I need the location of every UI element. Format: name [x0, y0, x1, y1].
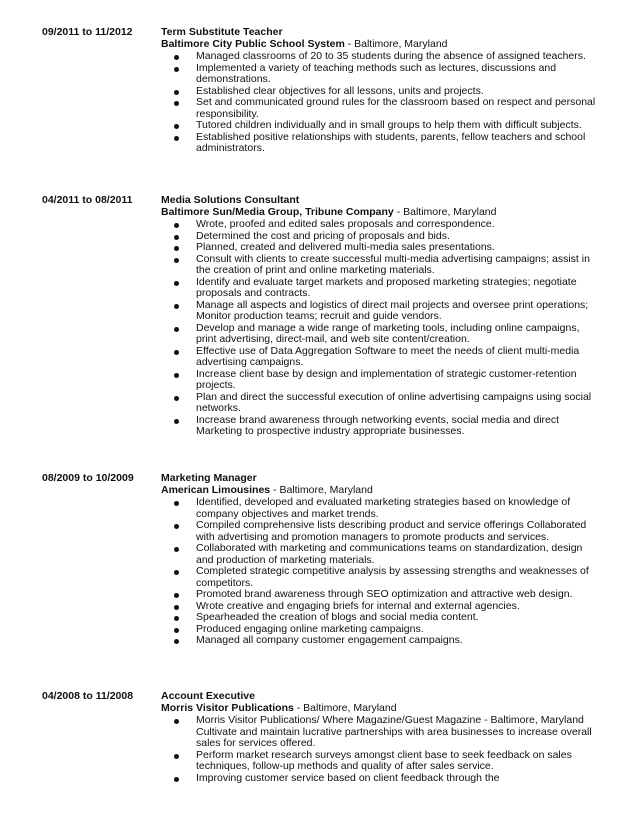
- bullet-icon: [174, 593, 179, 598]
- list-item: [0, 63, 596, 86]
- duties-list: [0, 497, 638, 647]
- employer-name: Baltimore City Public School System: [161, 38, 345, 50]
- duty-text: Established positive relationships with students, parents, fellow teachers and school administrators.: [196, 130, 586, 154]
- bullet-icon: [174, 754, 179, 759]
- bullet-icon: [174, 327, 179, 332]
- duty-text: Improving customer service based on client feedback through the: [196, 771, 500, 784]
- job-title: Term Substitute Teacher: [161, 26, 283, 38]
- duties-list: [0, 51, 638, 155]
- duty-text: Increase brand awareness through networking events, social media and direct Marketing to prospective industry appropriate businesses.: [196, 413, 560, 437]
- employer-line: [161, 206, 496, 218]
- bullet-icon: [174, 628, 179, 633]
- employer-name: American Limousines: [161, 484, 271, 496]
- bullet-icon: [174, 246, 179, 251]
- bullet-icon: [174, 235, 179, 240]
- duty-text: Compiled comprehensive lists describing product and service offerings Collaborated with advertising and promotion managers to promote products and services.: [196, 519, 587, 543]
- bullet-icon: [174, 223, 179, 228]
- duty-text: Plan and direct the successful execution of online advertising campaigns using social networks.: [196, 390, 592, 414]
- employer-line: [161, 484, 373, 496]
- job-title: Media Solutions Consultant: [161, 194, 300, 206]
- bullet-icon: [174, 281, 179, 286]
- list-item: [0, 254, 596, 277]
- list-item: [0, 369, 596, 392]
- employer-line: [161, 702, 397, 714]
- bullet-icon: [174, 605, 179, 610]
- duty-text: Implemented a variety of teaching methods such as lectures, discussions and demonstrations.: [196, 61, 557, 85]
- bullet-icon: [174, 501, 179, 506]
- employer-name: Baltimore Sun/Media Group, Tribune Company: [161, 206, 394, 218]
- list-item: [0, 750, 596, 773]
- list-item: [0, 566, 596, 589]
- employer-location: - Baltimore, Maryland: [344, 38, 448, 50]
- bullet-icon: [174, 101, 179, 106]
- duty-text: Spearheaded the creation of blogs and social media content.: [196, 611, 479, 623]
- job-dates: 04/2011 to 08/2011: [42, 194, 133, 206]
- bullet-icon: [174, 124, 179, 129]
- list-item: [0, 97, 596, 120]
- bullet-icon: [174, 396, 179, 401]
- duty-text: Manage all aspects and logistics of direct mail projects and oversee print operations; Monitor production teams; recruit and guide vendors.: [196, 298, 589, 322]
- duty-text: Collaborated with marketing and communications teams on standardization, design and production of marketing materials.: [196, 542, 583, 566]
- list-item: [0, 323, 596, 346]
- bullet-icon: [174, 419, 179, 424]
- duty-text: Perform market research surveys amongst client base to seek feedback on sales techniques, follow-up methods and quality of after sales service.: [196, 748, 572, 772]
- duty-text: Established clear objectives for all lessons, units and projects.: [196, 84, 484, 97]
- job-dates: 09/2011 to 11/2012: [42, 26, 133, 38]
- bullet-icon: [174, 304, 179, 309]
- duty-text: Morris Visitor Publications/ Where Magazine/Guest Magazine - Baltimore, Maryland Cultivate and maintain lucrative partnerships with area businesses to increase overall sales for services offered.: [196, 714, 592, 749]
- list-item: [0, 773, 596, 785]
- duty-text: Managed all company customer engagement campaigns.: [196, 634, 463, 646]
- list-item: [0, 346, 596, 369]
- duty-text: Tutored children individually and in small groups to help them with difficult subjects.: [196, 119, 582, 131]
- bullet-icon: [174, 258, 179, 263]
- duty-text: Effective use of Data Aggregation Software to meet the needs of client multi-media advertising campaigns.: [196, 344, 580, 368]
- job-dates: 04/2008 to 11/2008: [42, 690, 134, 702]
- list-item: [0, 715, 596, 750]
- bullet-icon: [174, 616, 179, 621]
- list-item: [0, 392, 596, 415]
- list-item: [0, 520, 596, 543]
- employer-location: - Baltimore, Maryland: [293, 702, 397, 714]
- bullet-icon: [174, 373, 179, 378]
- list-item: [0, 635, 596, 647]
- duty-text: Consult with clients to create successful multi-media advertising campaigns; assist in the creation of print and online marketing materials.: [196, 252, 590, 276]
- bullet-icon: [174, 547, 179, 552]
- bullet-icon: [174, 350, 179, 355]
- duty-text: Planned, created and delivered multi-media sales presentations.: [196, 241, 495, 253]
- duty-text: Wrote creative and engaging briefs for internal and external agencies.: [196, 599, 520, 612]
- duty-text: Wrote, proofed and edited sales proposals and correspondence.: [196, 218, 495, 230]
- list-item: [0, 497, 596, 520]
- job-title: Account Executive: [161, 690, 255, 702]
- bullet-icon: [174, 90, 179, 95]
- duty-text: Set and communicated ground rules for the classroom based on respect and personal responsibility.: [196, 96, 596, 120]
- duty-text: Identified, developed and evaluated marketing strategies based on knowledge of company objectives and market trends.: [196, 496, 571, 520]
- bullet-icon: [174, 524, 179, 529]
- duty-text: Increase client base by design and implementation of strategic customer-retention projects.: [196, 367, 577, 391]
- duties-list: [0, 715, 638, 784]
- bullet-icon: [174, 67, 179, 72]
- duty-text: Promoted brand awareness through SEO optimization and attractive web design.: [196, 588, 573, 600]
- list-item: [0, 277, 596, 300]
- duty-text: Produced engaging online marketing campaigns.: [196, 622, 424, 635]
- employer-line: [161, 38, 448, 50]
- bullet-icon: [174, 136, 179, 141]
- list-item: [0, 543, 596, 566]
- duty-text: Determined the cost and pricing of proposals and bids.: [196, 229, 450, 242]
- employer-location: - Baltimore, Maryland: [270, 484, 373, 496]
- bullet-icon: [174, 570, 179, 575]
- bullet-icon: [174, 639, 179, 644]
- duty-text: Identify and evaluate target markets and proposed marketing strategies; negotiate proposals and contracts.: [196, 275, 577, 299]
- list-item: [0, 415, 596, 438]
- bullet-icon: [174, 777, 179, 782]
- duties-list: [0, 219, 638, 438]
- job-title: Marketing Manager: [161, 472, 257, 484]
- bullet-icon: [174, 719, 179, 724]
- job-dates: 08/2009 to 10/2009: [42, 472, 134, 484]
- list-item: [0, 300, 596, 323]
- duty-text: Managed classrooms of 20 to 35 students during the absence of assigned teachers.: [196, 50, 586, 62]
- duty-text: Completed strategic competitive analysis by assessing strengths and weaknesses of competitors.: [196, 565, 589, 589]
- list-item: [0, 132, 596, 155]
- duty-text: Develop and manage a wide range of marketing tools, including online campaigns, print advertising, direct-mail, and web site content/creation.: [196, 321, 580, 345]
- employer-name: Morris Visitor Publications: [161, 702, 294, 714]
- bullet-icon: [174, 55, 179, 60]
- employer-location: - Baltimore, Maryland: [393, 206, 497, 218]
